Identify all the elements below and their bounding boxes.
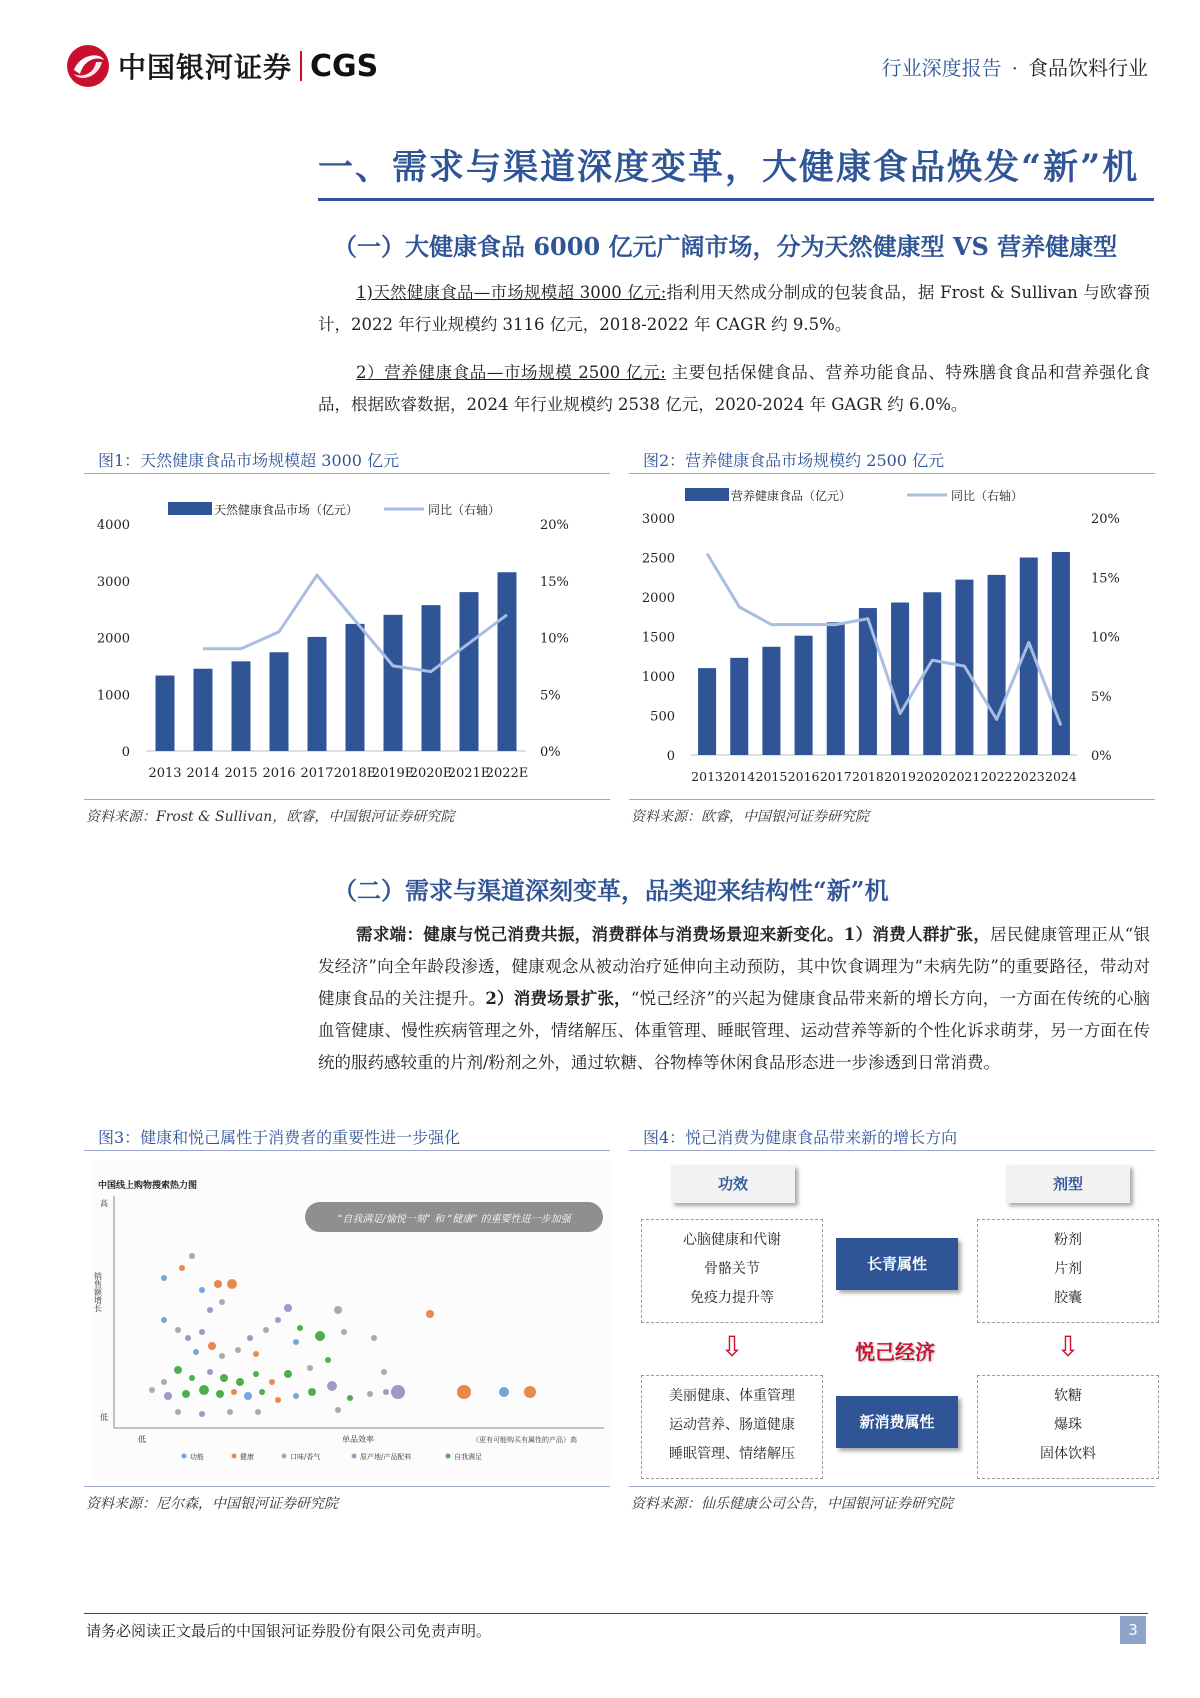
fig4-top-rule [629,1150,1155,1151]
fig3-top-rule [84,1150,610,1151]
y2-tick-label: 5% [540,688,561,704]
fig4-new-consumer-label: 新消费属性 [836,1396,958,1448]
x-tick-label: 2020 [916,769,949,784]
x-tick-label: 2021 [948,769,981,784]
fig4-item: 胶囊 [1054,1290,1082,1306]
fig3-legend-dot [182,1454,187,1459]
y-tick-label: 2000 [96,631,130,647]
legend-bar-swatch [685,488,729,501]
fig4-center-label: 悦己经济 [855,1340,935,1364]
y2-tick-label: 5% [1091,689,1112,705]
legend-line-label: 同比（右轴） [951,489,1024,503]
fig3-legend-item: 口味/香气 [290,1453,321,1461]
bar-2017 [308,637,327,751]
fig4-down-arrow-icon: ⇩ [1056,1330,1080,1363]
fig1-chart [84,476,610,790]
x-tick-label: 2016 [262,766,296,781]
fig4-item: 免疫力提升等 [690,1290,774,1306]
y2-tick-label: 15% [1091,571,1120,587]
x-tick-label: 2022 [980,769,1013,784]
fig4-item: 睡眠管理、情绪解压 [669,1446,795,1462]
y-tick-label: 2500 [641,551,675,567]
x-tick-label: 2017 [819,769,852,784]
x-tick-label: 2022E [485,766,529,781]
y-tick-label: 0 [666,749,675,764]
y-tick-label: 1500 [641,630,675,646]
y2-tick-label: 15% [540,574,569,590]
bar-2015 [232,661,251,751]
fig1-source: 资料来源：Frost & Sullivan，欧睿，中国银河证券研究院 [86,809,455,825]
fig4-dosage-header: 剂型 [1006,1165,1130,1203]
fig2-source: 资料来源：欧睿，中国银河证券研究院 [631,809,869,825]
para-body-1: 居民健康管理正从“银发经济”向全年龄段渗透，健康观念从被动治疗延伸向主动预防，其中饮食调理为“未病先防”的重要路径，带动对健康食品的关注提升。 [318,925,1150,1008]
y2-tick-label: 20% [540,518,569,533]
bar-2018E [346,624,365,751]
fig3-title: 图3：健康和悦己属性于消费者的重要性进一步强化 [98,1128,461,1147]
y-tick-label: 1000 [641,670,675,685]
fig2-title: 图2：营养健康食品市场规模约 2500 亿元 [643,451,945,470]
y-tick-label: 0 [121,745,130,760]
logo-divider [300,51,302,81]
fig3-legend-item: 自我满足 [454,1453,482,1461]
bar-2020 [923,592,941,755]
fig4-source: 资料来源：仙乐健康公司公告，中国银河证券研究院 [631,1496,953,1512]
fig3-banner: “自我满足/愉悦一刻” 和 “健康” 的重要性进一步加强 [337,1214,571,1225]
x-tick-label: 2020E [409,766,453,781]
bar-2022 [988,575,1006,755]
y2-tick-label: 10% [1091,630,1120,646]
legend-bar-label: 天然健康食品市场（亿元） [214,503,359,517]
bar-2013 [156,676,175,751]
subsection-title-1: （一）大健康食品 6000 亿元广阔市场，分为天然健康型 VS 营养健康型 [333,232,1118,261]
fig3-legend-dot [282,1454,287,1459]
x-tick-label: 2021E [447,766,491,781]
x-tick-label: 2019E [371,766,415,781]
para-lead: 2）营养健康食品—市场规模 2500 亿元: [356,363,666,382]
y2-tick-label: 0% [540,745,561,760]
fig3-legend-dot [446,1454,451,1459]
fig3-heatmap-svg [92,1160,610,1482]
fig4-bottom-rule [629,1486,1155,1487]
x-tick-label: 2018E [333,766,377,781]
industry-name: 食品饮料行业 [1028,56,1148,80]
x-tick-label: 2015 [224,766,258,781]
bar-2020E [422,605,441,751]
y-tick-label: 1000 [96,688,130,704]
fig3-legend-item: 功能 [190,1453,204,1461]
y-tick-label: 3000 [96,574,130,590]
x-tick-label: 2024 [1045,769,1077,784]
para-body: 主要包括保健食品、营养功能食品、特殊膳食食品和营养强化食品，根据欧睿数据，2024 年行业规模约 2538 亿元，2020-2024 年 GAGR 约 6.0%。 [318,363,1150,414]
x-tick-label: 2019 [884,769,916,784]
fig3-y-low: 低 [100,1413,108,1422]
logo-cgs: CGS [310,48,379,84]
fig1-bottom-rule [84,799,610,800]
x-tick-label: 2013 [148,766,182,781]
y2-tick-label: 0% [1091,749,1112,764]
report-header-info [882,52,1148,81]
fig4-efficacy-new [641,1375,823,1479]
fig3-legend-item: 健康 [240,1453,254,1461]
x-tick-label: 2017 [300,766,334,781]
fig3-source: 资料来源：尼尔森，中国银河证券研究院 [86,1496,338,1512]
fig4-title: 图4：悦己消费为健康食品带来新的增长方向 [643,1128,958,1147]
y-tick-label: 500 [650,709,675,725]
fig3-x-label: 单品效率 [342,1435,374,1444]
section-title-rule [318,198,1154,201]
legend-bar-label: 营养健康食品（亿元） [731,489,852,503]
y2-tick-label: 20% [1091,512,1120,527]
bar-2017 [827,622,845,755]
fig4-item: 心脑健康和代谢 [683,1232,781,1248]
logo-text: 中国银河证券 [118,51,293,84]
para-bold-2: 2）消费场景扩张， [485,989,631,1008]
header-separator: · [1011,56,1018,80]
company-logo [66,42,378,90]
bar-2016 [270,652,289,751]
x-tick-label: 2016 [787,769,820,784]
fig4-item: 美丽健康、体重管理 [669,1388,795,1404]
bar-2013 [698,668,716,755]
para-body-2: “悦己经济”的兴起为健康食品带来新的增长方向，一方面在传统的心脑血管健康、慢性疾病管理之外，情绪解压、体重管理、睡眠管理、运动营养等新的个性化诉求萌芽，另一方面在传统的服药感较重的片剂/粉剂之外，通过软糖、谷物棒等休闲食品形态进一步渗透到日常消费。 [318,989,1150,1072]
para-lead: 1)天然健康食品—市场规模超 3000 亿元: [356,283,667,302]
paragraph-nutrition-health [318,357,1150,421]
bar-2022E [498,572,517,751]
fig4-dosage-new [977,1375,1159,1479]
fig4-efficacy-header: 功效 [671,1165,795,1203]
bar-2014 [730,658,748,755]
fig3-legend-item: 原产地/产品配料 [360,1453,412,1461]
fig4-evergreen-label: 长青属性 [836,1238,958,1290]
legend-bar-swatch [168,502,212,515]
fig3-heatmap [92,1160,610,1482]
bar-2014 [194,669,213,751]
x-tick-label: 2018 [852,769,884,784]
fig3-x-low: 低 [138,1435,146,1444]
fig4-item: 片剂 [1054,1261,1082,1277]
bar-2016 [795,636,813,755]
fig3-bubbles [149,1253,536,1417]
fig4-dosage-classic [977,1219,1159,1323]
legend-line-label: 同比（右轴） [428,503,501,517]
fig1-title: 图1：天然健康食品市场规模超 3000 亿元 [98,451,400,470]
fig1-top-rule [84,473,610,474]
yoy-line [707,554,1061,726]
para-body: 指利用天然成分制成的包装食品，据 Frost & Sullivan 与欧睿预计，2022 年行业规模约 3116 亿元，2018-2022 年 CAGR 约 9.5%。 [318,283,1150,334]
y2-tick-label: 10% [540,631,569,647]
footer-rule [84,1613,1148,1614]
fig3-inner-title: 中国线上购物搜索热力图 [98,1181,198,1191]
fig3-bottom-rule [84,1486,610,1487]
paragraph-demand-side [318,919,1150,1079]
x-tick-label: 2014 [723,769,756,784]
fig3-legend-dot [352,1454,357,1459]
fig2-top-rule [629,473,1155,474]
fig4-item: 骨骼关节 [704,1261,760,1277]
y-tick-label: 2000 [641,591,675,606]
x-tick-label: 2013 [691,769,723,784]
x-tick-label: 2014 [186,766,220,781]
fig2-bottom-rule [629,799,1155,800]
y-tick-label: 3000 [641,512,675,527]
fig4-efficacy-classic [641,1219,823,1323]
fig4-item: 运动营养、肠道健康 [669,1417,795,1433]
fig3-x-note: （更有可能购买有属性的产品）高 [472,1436,577,1444]
fig4-item: 粉剂 [1054,1232,1082,1248]
paragraph-natural-health [318,277,1150,341]
fig4-item: 爆珠 [1054,1417,1082,1433]
page-number: 3 [1120,1616,1146,1644]
report-type: 行业深度报告 [881,56,1002,80]
y-tick-label: 4000 [96,518,130,533]
x-tick-label: 2023 [1012,769,1045,784]
fig4-down-arrow-icon: ⇩ [720,1330,744,1363]
bar-2018 [859,608,877,755]
footer-disclaimer: 请务必阅读正文最后的中国银河证券股份有限公司免责声明。 [86,1622,492,1640]
bar-2019E [384,615,403,751]
fig4-item: 软糖 [1054,1388,1082,1404]
x-tick-label: 2015 [755,769,788,784]
galaxy-logo-icon [66,44,110,88]
fig3-y-label: 销售额增长 [93,1272,103,1312]
subsection-title-2: （二）需求与渠道深刻变革，品类迎来结构性“新”机 [333,876,889,905]
section-title: 一、需求与渠道深度变革，大健康食品焕发“新”机 [318,147,1140,188]
fig4-item: 固体饮料 [1040,1446,1096,1462]
fig2-chart [629,476,1155,790]
fig3-y-high: 高 [100,1199,108,1208]
bar-2019 [891,603,909,755]
fig3-legend-dot [232,1454,237,1459]
bar-2015 [762,647,780,755]
bar-2021E [460,592,479,751]
para-bold-1: 需求端：健康与悦己消费共振，消费群体与消费场景迎来新变化。1）消费人群扩张， [356,925,991,944]
